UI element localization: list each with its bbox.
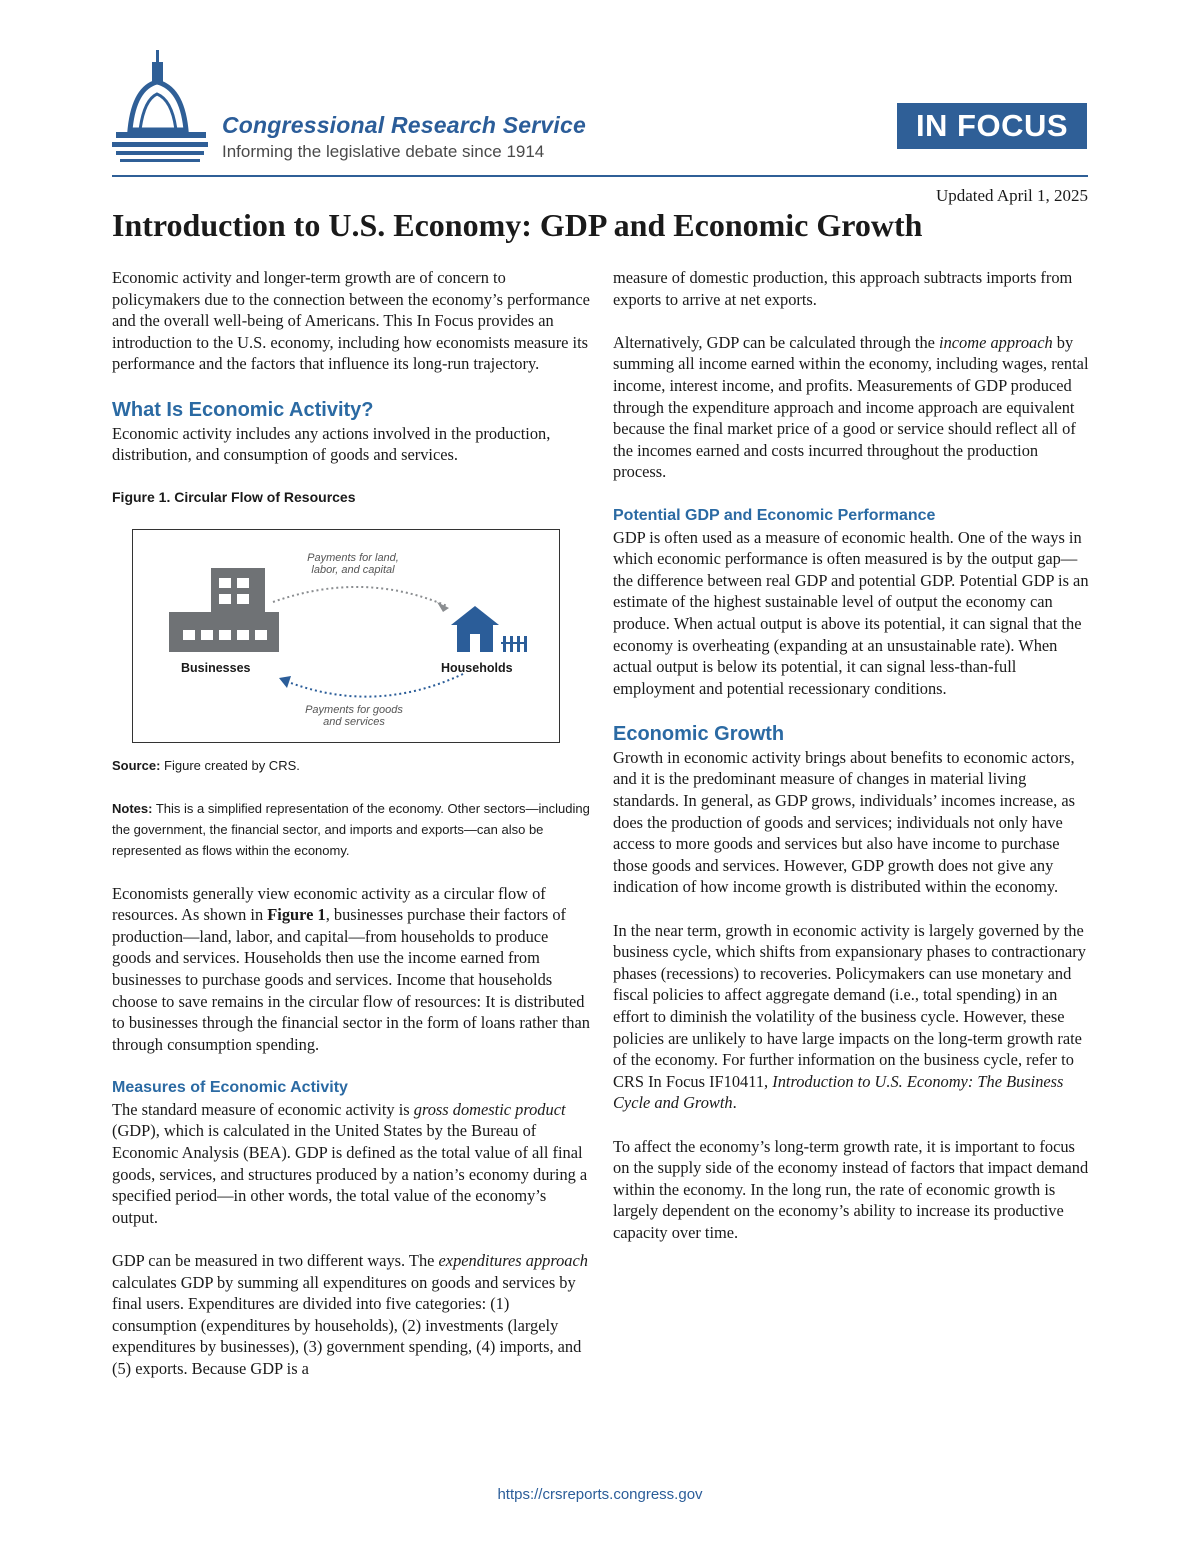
intro-paragraph: Economic activity and longer-term growth are of concern to policymakers due to the connection between the economy’s performance and the overall well-being of Americans. This In Focus provides an introduction to the U.S. economy, including how economists measure its performance and the factors that influence its long-run trajectory. [112,268,590,374]
footer-url-link[interactable]: https://crsreports.congress.gov [497,1486,703,1503]
org-name: Congressional Research Service [222,112,586,138]
measures-paragraph: The standard measure of economic activity is gross domestic product (GDP), which is calculated in the United States by the Bureau of Economic Analysis (BEA). GDP is defined as the total value of all final goods, services, and structures produced by a nation’s economy during a specified period—in other words, the total value of the economy’s output. [112,1099,588,1227]
heading-potential-gdp: Potential GDP and Economic Performance [613,506,936,524]
capitol-dome-icon [112,48,212,170]
org-tagline: Informing the legislative debate since 1914 [222,142,545,161]
expenditures-paragraph: GDP can be measured in two different ways. The expenditures approach calculates GDP by summing all expenditures on goods and services by final users. Expenditures are divided into five categories: (1) consumption (expenditures by households), (2) investments (largely expenditures by businesses), (3) government spending, (4) imports, and (5) exports. Because GDP is a [112,1251,588,1378]
figure-reference-link: Figure 1 [267,905,326,925]
heading-economic-activity: What Is Economic Activity? [112,398,374,421]
top-flow-caption: Payments for land, labor, and capital [307,551,399,576]
business-cycle-paragraph: In the near term, growth in economic activity is largely governed by the business cycle, which shifts from expansionary phases to contractionary phases (recessions) to recoveries. Policymakers can use monetary and fiscal policies to affect aggregate demand (i.e., total spending) in an effort to diminish the volatility of the business cycle. However, these policies are unlikely to have large impacts on the long-term growth rate of the economy. For further information on the business cycle, refer to CRS In Focus IF10411, Introduction to U.S. Economy: The Business Cycle and Growth. [613,920,1086,1113]
long-term-growth-paragraph: To affect the economy’s long-term growth rate, it is important to focus on the supply side of the economy instead of factors that impact demand within the economy. In the long run, the rate of economic growth is largely dependent on the economy’s ability to increase its productive capacity over time. [613,1136,1089,1242]
updated-date: Updated April 1, 2025 [935,186,1088,205]
in-focus-badge: IN FOCUS [897,103,1087,149]
businesses-label: Businesses [181,660,251,675]
households-label: Households [441,660,513,675]
heading-economic-growth: Economic Growth [613,722,785,745]
income-approach-paragraph: Alternatively, GDP can be calculated through the income approach by summing all income earned within the economy, including wages, rental income, interest income, and profits. Measurements of GDP produced through the expenditure approach and income approach are equivalent because the final market price of a good or service should reflect all of the incomes earned and costs incurred throughout the production process. [613,332,1089,482]
net-exports-paragraph: measure of domestic production, this approach subtracts imports from exports to arrive at net exports. [613,268,1073,309]
potential-gdp-paragraph: GDP is often used as a measure of economic health. One of the ways in which economic performance is often measured is by the output gap—the difference between real GDP and potential GDP. Potential GDP is an estimate of the highest sustainable level of output the economy can produce. When actual output is above its potential, it can signal that the economy is overheating (expanding at an unsustainable rate). When actual output is below its potential, it can signal less-than-full employment and potential recessionary conditions. [613,527,1089,698]
crs-report-reference: Introduction to U.S. Economy: The Business Cycle and Growth [613,1071,1064,1113]
bottom-flow-caption: Payments for goods and services [305,703,403,728]
left-column [112,267,590,1401]
figure-source: Source: Figure created by CRS. [112,757,300,773]
household-house-icon [451,606,527,652]
activity-paragraph: Economic activity includes any actions involved in the production, distribution, and consumption of goods and services. [112,423,551,465]
businesses-building-icon [169,568,279,652]
figure-title: Figure 1. Circular Flow of Resources [112,489,356,506]
page-title: Introduction to U.S. Economy: GDP and Economic Growth [112,207,923,243]
right-column [613,267,1091,1265]
growth-paragraph: Growth in economic activity brings about benefits to economic actors, and it is the predominant measure of changes in material living standards. In general, as GDP grows, individuals’ incomes increase, as does the production of goods and services; individuals not only have access to more goods and services but also have income to purchase those goods and services. However, GDP growth does not give any indication of how income growth is distributed within the economy. [613,747,1076,897]
header-divider [112,175,1088,177]
figure-notes: Notes: This is a simplified representation of the economy. Other sectors—including the government, the financial sector, and imports and exports—can also be represented as flows within the economy. [112,800,590,858]
heading-measures: Measures of Economic Activity [112,1078,348,1096]
circular-flow-paragraph: Economists generally view economic activity as a circular flow of resources. As shown in Figure 1, businesses purchase their factors of production—land, labor, and capital—from households to produce goods and services. Households then use the income earned from businesses to purchase goods and services. Income that households choose to save remains in the circular flow of resources: It is distributed to businesses through the financial sector in the form of loans rather than through consumption spending. [112,883,590,1054]
circular-flow-figure [132,529,560,743]
